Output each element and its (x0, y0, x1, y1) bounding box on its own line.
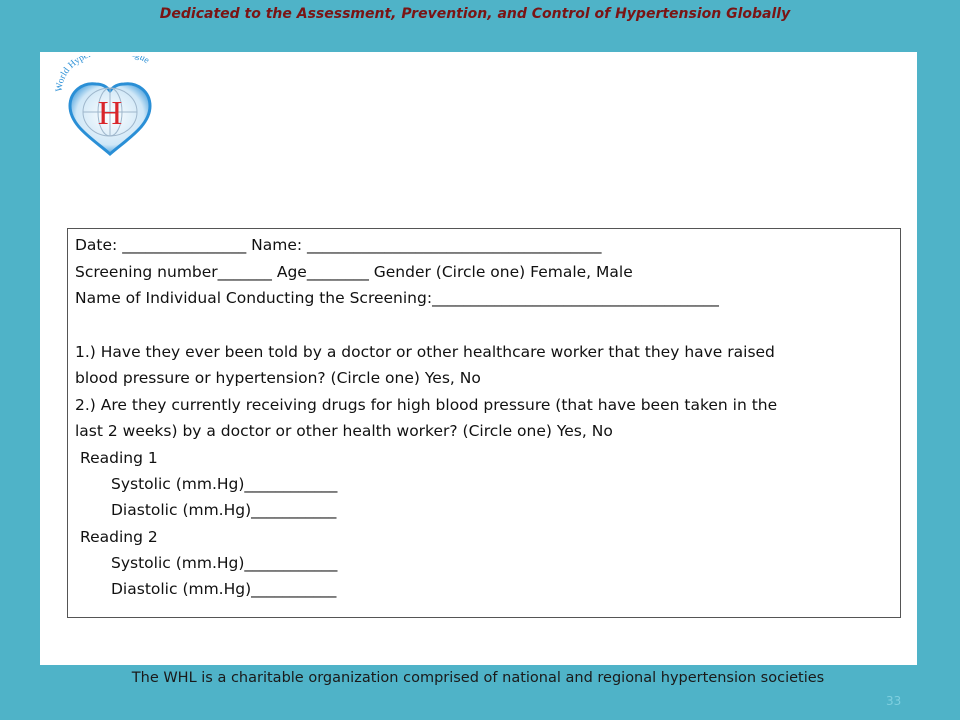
logo-letter: H (97, 95, 123, 132)
question-2-line-1: 2.) Are they currently receiving drugs for high blood pressure (that have been taken in the (75, 396, 778, 414)
date-name-line: Date: ________________ Name: ______________________________________ (75, 236, 602, 254)
screener-name-line: Name of Individual Conducting the Screening:_____________________________________ (75, 289, 719, 307)
question-2-line-2: last 2 weeks) by a doctor or other health worker? (Circle one) Yes, No (75, 422, 613, 440)
reading-1-label: Reading 1 (80, 449, 158, 467)
reading-1-diastolic: Diastolic (mm.Hg)___________ (111, 501, 337, 519)
screening-age-gender-line: Screening number_______ Age________ Gender (Circle one) Female, Male (75, 263, 633, 281)
reading-2-label: Reading 2 (80, 528, 158, 546)
question-1-line-2: blood pressure or hypertension? (Circle one) Yes, No (75, 369, 481, 387)
footer-text: The WHL is a charitable organization comprised of national and regional hypertension societies (131, 670, 825, 686)
header-title: Dedicated to the Assessment, Prevention, and Control of Hypertension Globally (159, 6, 791, 22)
reading-2-systolic: Systolic (mm.Hg)____________ (111, 554, 338, 572)
logo-graphic (54, 56, 168, 158)
page-number: 33 (886, 694, 902, 708)
logo-arc-text: World Hype gue (54, 56, 151, 93)
world-hypertension-league-logo (54, 56, 168, 158)
reading-1-systolic: Systolic (mm.Hg)____________ (111, 475, 338, 493)
question-1-line-1: 1.) Have they ever been told by a doctor or other healthcare worker that they have raised (75, 343, 775, 361)
reading-2-diastolic: Diastolic (mm.Hg)___________ (111, 580, 337, 598)
